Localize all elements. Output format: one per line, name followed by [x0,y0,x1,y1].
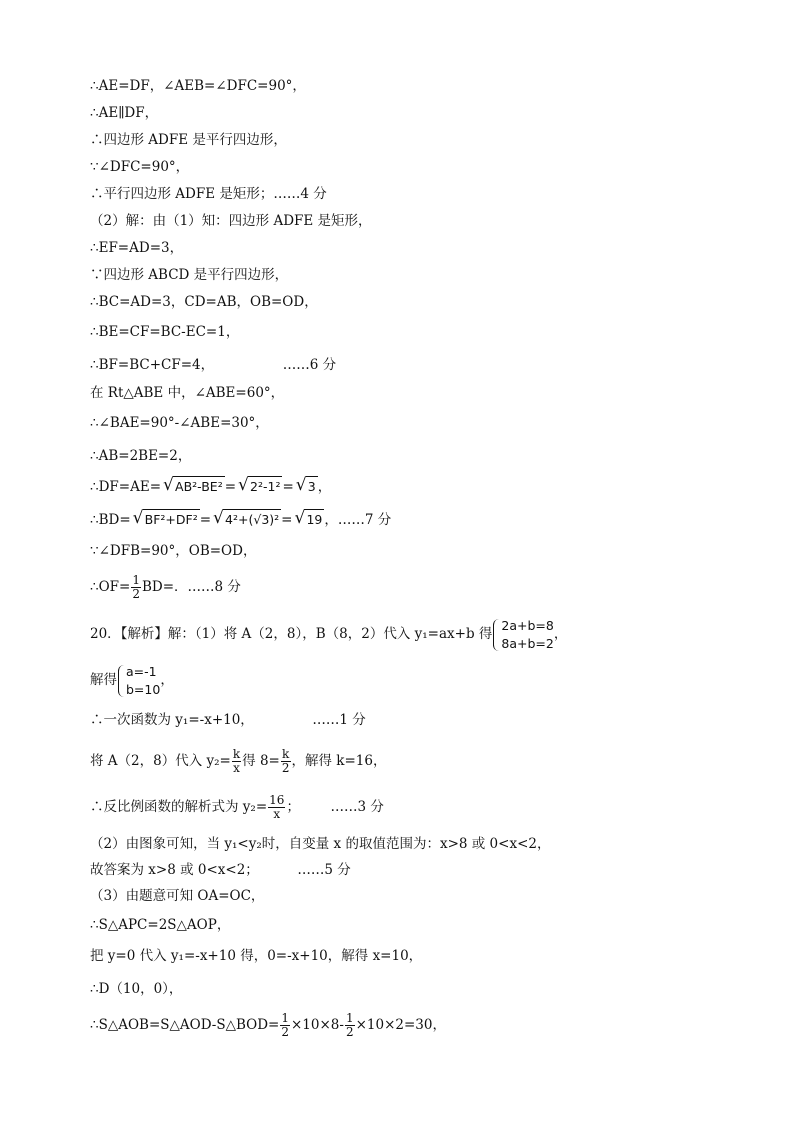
step-line: ∴AE∥DF， [90,105,159,121]
step-text: 20．【解析】解：（1）将 A（2，8），B（8，2）代入 y₁=ax+b 得 [90,626,493,642]
step-text: 得 8= [242,753,280,769]
step-line: ∵∠DFB=90°，OB=OD， [90,543,257,559]
step-line [90,476,331,497]
step-line: 在 Rt△ABE 中，∠ABE=60°， [90,385,285,401]
radicand: 4²+(√3)² [223,509,281,530]
step-text: ∴OF= [90,579,131,595]
punctuation: ， [553,626,568,642]
score-mark: ……5 分 [297,862,351,878]
step-line [90,660,174,700]
punctuation: ， [317,479,332,495]
equals-sign: = [281,512,293,528]
radicand: AB²-BE² [173,476,225,497]
fraction-numerator: 1 [281,1011,289,1025]
radicand: 3 [306,476,318,497]
sqrt-expression [296,476,318,497]
step-line [90,792,384,822]
step-text: 将 A（2，8）代入 y₂= [90,753,231,769]
problem-heading [90,614,567,654]
fraction [281,748,291,775]
sqrt-expression [163,476,225,497]
step-line: （2）由图象可知，当 y₁<y₂时，自变量 x 的取值范围为：x>8 或 0<x<2， [90,836,551,852]
fraction [131,574,141,601]
step-text: ； [286,799,300,815]
fraction-denominator: x [273,807,281,821]
step-line: ∴AE=DF，∠AEB=∠DFC=90°， [90,78,306,94]
step-line [90,573,241,601]
step-line [90,355,336,375]
step-line: ∴AB=2BE=2， [90,448,192,464]
step-line: （2）解：由（1）知：四边形 ADFE 是矩形， [90,213,372,229]
step-text: ∴一次函数为 y₁=-x+10， [90,712,254,728]
step-text: ∴S△AOB=S△AOD-S△BOD= [90,1017,280,1033]
score-mark: ，……7 分 [324,512,392,528]
fraction-denominator: x [233,761,240,775]
equation: b=10 [126,681,161,697]
radicand: 2²-1² [248,476,282,497]
equation: a=-1 [126,663,157,679]
step-line [90,710,366,730]
fraction [232,748,241,775]
fraction-numerator: 1 [132,573,140,587]
step-text: 解得 [90,672,117,688]
sqrt-expression [294,509,324,530]
fraction-denominator: 2 [281,761,290,775]
step-text: 故答案为 x>8 或 0<x<2； [90,862,259,878]
step-line: ∴平行四边形 ADFE 是矩形；……4 分 [90,186,327,202]
step-text: ∴BD= [90,512,131,528]
fraction-numerator: k [282,747,290,761]
step-line: ∴BC=AD=3，CD=AB，OB=OD， [90,294,318,310]
equals-sign: = [199,512,212,528]
equation: 8a+b=2 [501,635,554,651]
step-line: ∵四边形 ABCD 是平行四边形， [90,267,289,283]
radicand: BF²+DF² [143,509,200,530]
step-line: 把 y=0 代入 y₁=-x+10 得，0=-x+10，解得 x=10， [90,948,423,964]
score-mark: ……1 分 [312,712,366,728]
fraction-denominator: 2 [345,1025,354,1039]
sqrt-expression [133,509,200,530]
sqrt-expression [213,509,281,530]
score-mark: ……3 分 [330,799,384,815]
punctuation: ， [160,672,174,688]
step-text: ，解得 k=16， [291,753,387,769]
fraction-numerator: 16 [269,793,285,807]
fraction [345,1012,355,1039]
equals-sign: = [282,479,294,495]
equals-sign: = [224,479,237,495]
fraction-numerator: k [232,747,241,761]
fraction-denominator: 2 [132,587,140,601]
step-line [90,509,391,530]
equation: 2a+b=8 [501,617,554,633]
step-text: ∴DF=AE= [90,479,162,495]
fraction-denominator: 2 [281,1025,289,1039]
step-text: ∴反比例函数的解析式为 y₂= [90,799,268,815]
fraction [268,794,285,821]
radicand: 19 [304,509,324,530]
step-line: ∴EF=AD=3， [90,240,184,256]
step-text: BD=．……8 分 [141,579,241,595]
step-line: （3）由题意可知 OA=OC， [90,888,265,904]
step-line [90,860,351,880]
equation-system [117,663,160,699]
step-line: ∴S△APC=2S△AOP， [90,917,231,933]
score-mark: ……6 分 [282,357,337,373]
step-text: ∴BF=BC+CF=4， [90,357,215,373]
step-text: ×10×8- [291,1017,344,1033]
step-line [90,1010,446,1040]
fraction [280,1012,290,1039]
step-line: ∴D（10，0）， [90,981,183,997]
step-line: ∴∠BAE=90°-∠ABE=30°， [90,415,269,431]
equation-system [492,617,553,653]
fraction-numerator: 1 [345,1011,354,1025]
step-line: ∴四边形 ADFE 是平行四边形， [90,132,287,148]
step-line: ∴BE=CF=BC-EC=1， [90,324,240,340]
step-line [90,746,386,776]
step-line: ∵∠DFC=90°， [90,159,190,175]
sqrt-expression [238,476,282,497]
step-text: ×10×2=30， [355,1017,446,1033]
